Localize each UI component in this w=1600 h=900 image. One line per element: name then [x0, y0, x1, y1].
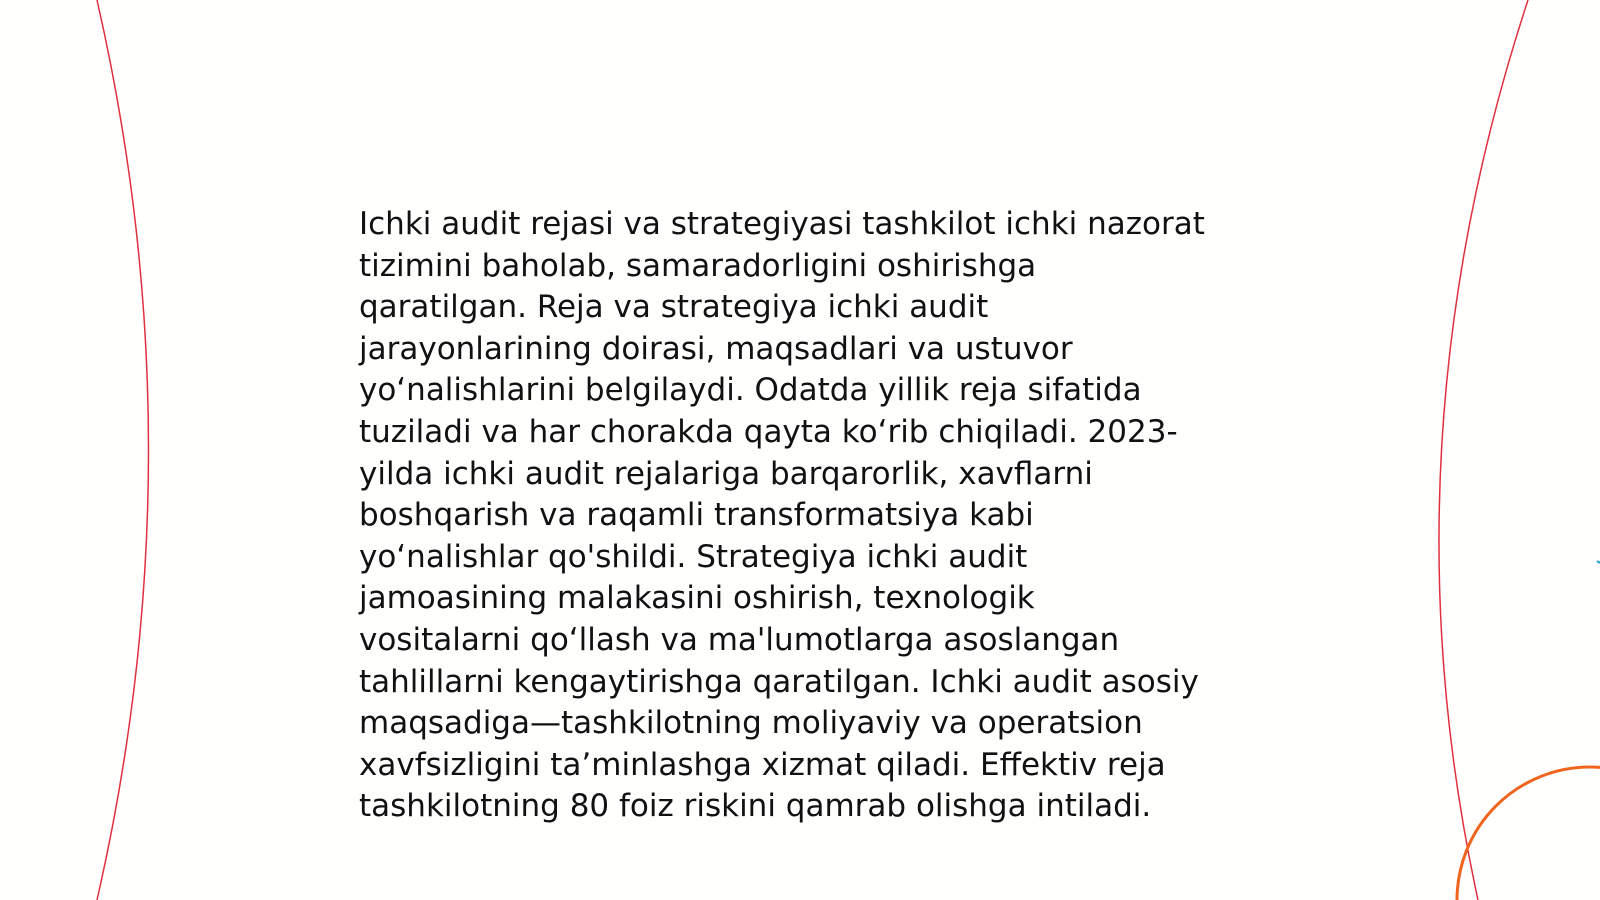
paragraph-line: vositalarni qo‘llash va ma'lumotlarga asoslangan [359, 621, 1120, 658]
body-paragraph [359, 204, 1259, 828]
paragraph-line: yo‘nalishlar qo'shildi. Strategiya ichki audit [359, 538, 1028, 575]
paragraph-line: jarayonlarining doirasi, maqsadlari va ustuvor [359, 330, 1073, 367]
left-arc-line [97, 0, 149, 900]
paragraph-line: maqsadiga—tashkilotning moliyaviy va operatsion [359, 705, 1143, 742]
paragraph-line: boshqarish va raqamli transformatsiya kabi [359, 497, 1034, 534]
orange-ring [1457, 767, 1600, 900]
paragraph-line: tizimini baholab, samaradorligini oshirishga [359, 247, 1037, 284]
right-arc-line [1439, 0, 1528, 900]
paragraph-line: jamoasining malakasini oshirish, texnologik [359, 580, 1035, 617]
paragraph-line: qaratilgan. Reja va strategiya ichki audit [359, 289, 989, 326]
paragraph-line: xavfsizligini ta’minlashga xizmat qiladi. Effektiv reja [359, 746, 1166, 783]
paragraph-line: tashkilotning 80 foiz riskini qamrab olishga intiladi. [359, 788, 1152, 825]
paragraph-line: yo‘nalishlarini belgilaydi. Odatda yillik reja sifatida [359, 372, 1142, 409]
paragraph-line: yilda ichki audit rejalariga barqarorlik, xavflarni [359, 455, 1093, 492]
paragraph-line: tuziladi va har chorakda qayta ko‘rib chiqiladi. 2023- [359, 413, 1178, 450]
paragraph-line: tahlillarni kengaytirishga qaratilgan. Ichki audit asosiy [359, 663, 1199, 700]
paragraph-line: Ichki audit rejasi va strategiyasi tashkilot ichki nazorat [359, 206, 1205, 242]
